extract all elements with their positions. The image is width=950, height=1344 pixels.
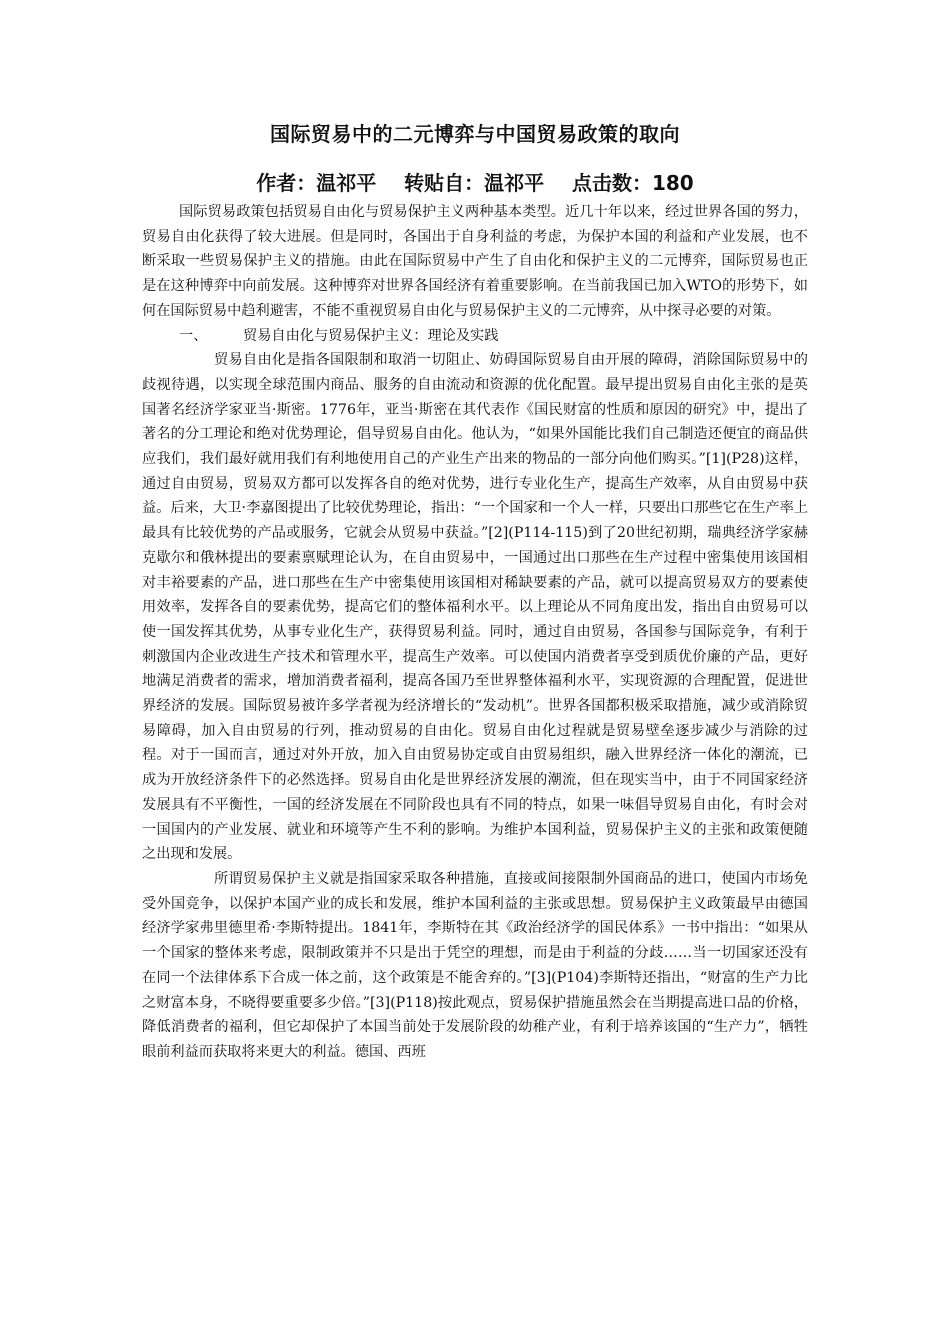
intro-paragraph: 国际贸易政策包括贸易自由化与贸易保护主义两种基本类型。近几十年以来，经过世界各国的努力，贸易自由化获得了较大进展。但是同时，各国出于自身利益的考虑，为保护本国的利益和产业发展，也不断采取一些贸易保护主义的措施。由此在国际贸易中产生了自由化和保护主义的二元博弈，国际贸易也正是在这种博弈中向前发展。这种博弈对世界各国经济有着重要影响。在当前我国已加入WTO的形势下，如何在国际贸易中趋利避害，不能不重视贸易自由化与贸易保护主义的二元博弈，从中探寻必要的对策。 <box>142 204 808 319</box>
section-heading-text: 贸易自由化与贸易保护主义：理论及实践 <box>243 327 499 344</box>
document-title: 国际贸易中的二元博弈与中国贸易政策的取向 <box>270 122 680 146</box>
section-number: 一、 <box>179 327 208 344</box>
body-paragraph-2: 所谓贸易保护主义就是指国家采取各种措施，直接或间接限制外国商品的进口，使国内市场免受外国竞争，以保护本国产业的成长和发展，维护本国利益的主张或思想。贸易保护主义政策最早由德国经济学家弗里德里希·李斯特提出。1841年，李斯特在其《政治经济学的国民体系》一书中指出：“如果从一个国家的整体来考虑，限制政策并不只是出于凭空的理想，而是由于利益的分歧……当一切国家还没有在同一个法律体系下合成一体之前，这个政策是不能舍弃的。”[3](P104)李斯特还指出，“财富的生产力比之财富本身，不晓得要重要多少倍。”[3](P118)按此观点，贸易保护措施虽然会在当期提高进口品的价格，降低消费者的福利，但它却保护了本国当前处于发展阶段的幼稚产业，有利于培养该国的“生产力”，牺牲眼前利益而获取将来更大的利益。德国、西班 <box>142 870 808 1060</box>
document-byline: 作者：温祁平 转贴自：温祁平 点击数：180 <box>256 171 694 195</box>
body-paragraph-1: 贸易自由化是指各国限制和取消一切阻止、妨碍国际贸易自由开展的障碍，消除国际贸易中的歧视待遇，以实现全球范围内商品、服务的自由流动和资源的优化配置。最早提出贸易自由化主张的是英国著名经济学家亚当·斯密。1776年，亚当·斯密在其代表作《国民财富的性质和原因的研究》中，提出了著名的分工理论和绝对优势理论，倡导贸易自由化。他认为，“如果外国能比我们自己制造还便宜的商品供应我们，我们最好就用我们有利地使用自己的产业生产出来的物品的一部分向他们购买。”[1](P28)这样，通过自由贸易，贸易双方都可以发挥各自的绝对优势，进行专业化生产，提高生产效率，从自由贸易中获益。后来，大卫·李嘉图提出了比较优势理论，指出：“一个国家和一个人一样，只要出口那些它在生产率上最具有比较优势的产品或服务，它就会从贸易中获益。”[2](P114-115)到了20世纪初期，瑞典经济学家赫克歇尔和俄林提出的要素禀赋理论认为，在自由贸易中，一国通过出口那些在生产过程中密集使用该国相对丰裕要素的产品，进口那些在生产中密集使用该国相对稀缺要素的产品，就可以提高贸易双方的要素使用效率，发挥各自的要素优势，提高它们的整体福利水平。以上理论从不同角度出发，指出自由贸易可以使一国发挥其优势，从事专业化生产，获得贸易利益。同时，通过自由贸易，各国参与国际竞争，有利于刺激国内企业改进生产技术和管理水平，提高生产效率。可以使国内消费者享受到质优价廉的产品，更好地满足消费者的需求，增加消费者福利，提高各国乃至世界整体福利水平，实现资源的合理配置，促进世界经济的发展。国际贸易被许多学者视为经济增长的“发动机”。世界各国都积极采取措施，减少或消除贸易障碍，加入自由贸易的行列，推动贸易的自由化。贸易自由化过程就是贸易壁垒逐步减少与消除的过程。对于一国而言，通过对外开放，加入自由贸易协定或自由贸易组织，融入世界经济一体化的潮流，已成为开放经济条件下的必然选择。贸易自由化是世界经济发展的潮流，但在现实当中，由于不同国家经济发展具有不平衡性，一国的经济发展在不同阶段也具有不同的特点，如果一味倡导贸易自由化，有时会对一国国内的产业发展、就业和环境等产生不利的影响。为维护本国利益，贸易保护主义的主张和政策便随之出现和发展。 <box>142 352 808 863</box>
document-body <box>142 118 808 1065</box>
section-heading <box>142 324 808 349</box>
